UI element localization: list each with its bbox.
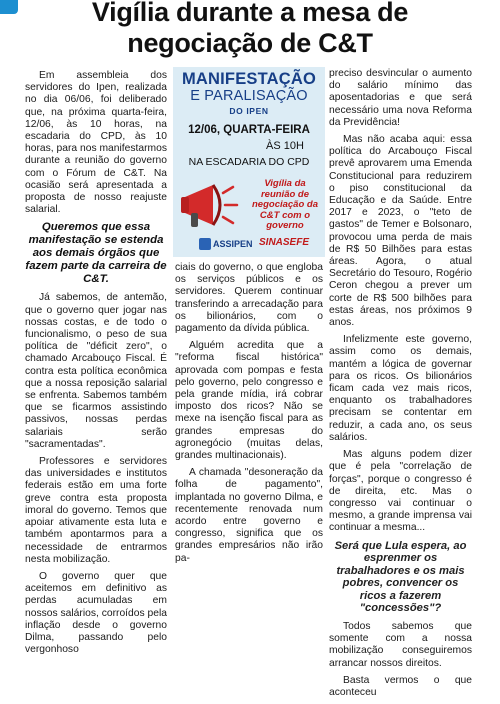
paragraph: preciso desvincular o aumento do salário mínimo das aposentadorias e que será necessário uma nova Reforma da Previdência! bbox=[329, 68, 472, 128]
paragraph: Em assembleia dos servidores do Ipen, realizada no dia 06/06, foi deliberado que, na próxima quarta-feira, 12/06, às 10 horas, na escadaria do CPD, às 10 horas, para nos manifestarmos durante a reunião do governo com o Fórum de C&T. Na ocasião será apresentada a proposta de nosso reajuste salarial. bbox=[25, 70, 167, 216]
sinasefe-logo: SINASEFE bbox=[259, 237, 310, 248]
title-line-2: negociação de C&T bbox=[127, 28, 373, 58]
megaphone-icon bbox=[179, 179, 243, 236]
subheading: Queremos que essa manifestação se estenda aos demais órgãos que fazem parte da carreira de C&T. bbox=[25, 221, 167, 286]
paragraph: ciais do governo, o que engloba os serviços públicos e os servidores. Querem continuar transferindo a arrecadação para os bilionários, com o pagamento da dívida pública. bbox=[175, 262, 323, 335]
subheading: Será que Lula espera, ao esprenmer os trabalhadores e os mais pobres, convencer os ricos a fazerem "concessões"? bbox=[334, 539, 467, 615]
paragraph: Infelizmente este governo, assim como os demais, mantém a lógica de governar para os ricos. Os bilionários ficam cada vez mais ricos, enquanto os trabalhadores precisam se contentar em reduzir, a cada ano, os seus salários. bbox=[329, 334, 472, 443]
poster-title: MANIFESTAÇÃO bbox=[181, 70, 317, 88]
poster-place: NA ESCADARIA DO CPD bbox=[188, 156, 310, 168]
poster-date: 12/06, QUARTA-FEIRA bbox=[188, 124, 310, 136]
article-column-1 bbox=[25, 70, 167, 661]
paragraph: Todos sabemos que somente com a nossa mobilização conseguiremos arrancar nossos direitos. bbox=[329, 621, 472, 669]
poster-org: DO IPEN bbox=[229, 106, 269, 116]
article-column-3 bbox=[329, 68, 472, 704]
poster-subtitle: E PARALISAÇÃO bbox=[190, 88, 308, 104]
article-column-2 bbox=[175, 262, 323, 570]
paragraph: Já sabemos, de antemão, que o governo quer jogar nas nossas costas, e de todo o funcionalismo, o peso de sua política de "déficit zero", o chamado Arcabouço Fiscal. É contra esta política econômica que a nossa reposição salarial se enfrenta. Sabemos também que se ficarmos assistindo passivos, nossas perdas salariais serão "sacramentadas". bbox=[25, 292, 167, 450]
paragraph: A chamada "desoneração da folha de pagamento", implantada no governo Dilma, e recentemente renovada num acordo entre governo e congresso, significa que os grandes empresários não irão pa- bbox=[175, 467, 323, 564]
assipen-logo: ASSIPEN bbox=[213, 239, 253, 249]
paragraph: Mas alguns podem dizer que é pela "correlação de forças", porque o congresso é de direita, etc. Mas o congresso vai continuar o mesmo, a grande imprensa vai continuar a mesma... bbox=[329, 449, 472, 534]
poster-time: ÀS 10H bbox=[266, 140, 304, 152]
page-title bbox=[0, 0, 500, 64]
poster-logos bbox=[173, 235, 325, 257]
paragraph: Basta vermos o que aconteceu bbox=[329, 674, 472, 699]
paragraph: Mas não acaba aqui: essa política do Arcabouço Fiscal prevê aprovarem uma Emenda Constitucional para reduzirem o piso constitucional da Educação e da Saúde. Entre 2017 e 2023, o "teto de gastos" de Temer e Bolsonaro, provocou uma perda de mais de R$ 50 Bilhões para estas áreas. Agora, o atual Secretário do Tesouro, Rogério Ceron chegou a prever um corte de R$ 500 bilhões para estas áreas, nos próximos 9 anos. bbox=[329, 134, 472, 329]
protest-poster bbox=[173, 67, 325, 257]
title-line-1: Vigília durante a mesa de bbox=[91, 0, 409, 27]
paragraph: O governo quer que aceitemos em definitivo as perdas acumuladas em nossos salários, corroídos pela inflação desde o governo Dilma, passando pelo vergonhoso bbox=[25, 570, 167, 656]
poster-slogan: Vigília da reunião de negociação da C&T com o governo bbox=[252, 178, 318, 231]
assipen-logo-icon bbox=[199, 238, 211, 250]
paragraph: Professores e servidores das universidades e institutos federais estão em uma forte greve contra esta proposta imoral do governo. Temos que apoiar ativamente esta luta e também apontarmos para a necessidade de entrarmos nesta mobilização. bbox=[25, 456, 167, 565]
paragraph: Alguém acredita que a "reforma fiscal histórica" aprovada com pompas e festa pelo governo, pelo congresso e pela grande mídia, irá cobrar imposto dos ricos? Não se mexe na isenção fiscal para as grandes empresas do agronegócio (muitas delas, grandes multinacionais). bbox=[175, 340, 323, 462]
